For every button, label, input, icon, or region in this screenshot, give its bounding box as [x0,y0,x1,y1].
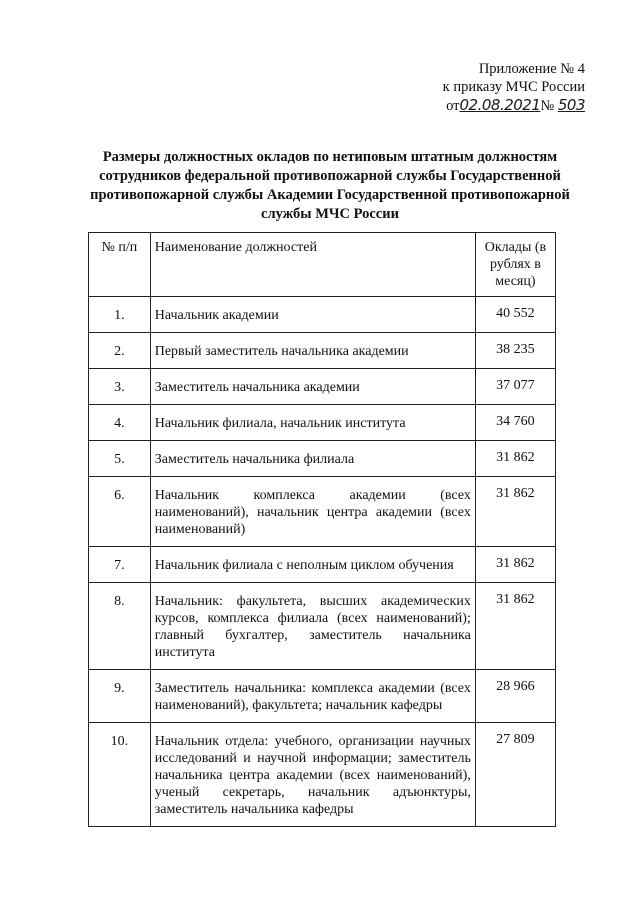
document-title: Размеры должностных окладов по нетиповым штатным должностям сотрудников федеральной противопожарной службы Государственной противопожарной службы Академии Государственной противопожарной службы МЧС России [90,149,570,222]
row-name: Заместитель начальника филиала [150,441,475,477]
table-header-row [89,233,556,297]
table-row [89,333,556,369]
from-prefix: от [446,98,460,114]
row-num: 3. [89,369,151,405]
table-row [89,477,556,547]
row-salary: 27 809 [475,723,555,827]
header-num: № п/п [89,233,151,297]
row-salary: 38 235 [475,333,555,369]
row-salary: 40 552 [475,297,555,333]
table-row [89,547,556,583]
row-name: Заместитель начальника академии [150,369,475,405]
row-num: 5. [89,441,151,477]
row-salary: 31 862 [475,477,555,547]
row-name: Первый заместитель начальника академии [150,333,475,369]
row-name: Начальник филиала, начальник института [150,405,475,441]
row-num: 7. [89,547,151,583]
row-salary: 37 077 [475,369,555,405]
order-date-number [443,96,585,115]
row-num: 10. [89,723,151,827]
row-num: 2. [89,333,151,369]
table-row [89,441,556,477]
order-number: 503 [557,96,585,114]
row-salary: 28 966 [475,670,555,723]
appendix-label: Приложение № 4 [478,61,585,77]
row-name: Начальник отдела: учебного, организации научных исследований и научной информации; заместитель начальника центра академии (всех наименований), ученый секретарь, начальник адъюнктуры, заместитель начальника кафедры [150,723,475,827]
number-prefix: № [540,98,555,114]
row-name: Начальник филиала с неполным циклом обучения [150,547,475,583]
row-name: Начальник комплекса академии (всех наименований), начальник центра академии (всех наименований) [150,477,475,547]
row-name: Заместитель начальника: комплекса академии (всех наименований), факультета; начальник кафедры [150,670,475,723]
header-name: Наименование должностей [150,233,475,297]
row-num: 9. [89,670,151,723]
header-salary: Оклады (в рублях в месяц) [475,233,555,297]
row-num: 8. [89,583,151,670]
row-name: Начальник академии [150,297,475,333]
row-num: 4. [89,405,151,441]
table-row [89,723,556,827]
row-num: 1. [89,297,151,333]
table-row [89,583,556,670]
table-row [89,670,556,723]
row-num: 6. [89,477,151,547]
table-row [89,297,556,333]
table-row [89,369,556,405]
row-salary: 31 862 [475,441,555,477]
table-row [89,405,556,441]
row-salary: 31 862 [475,547,555,583]
document-header [443,60,585,115]
row-salary: 34 760 [475,405,555,441]
order-date: 02.08.2021 [459,96,541,114]
salary-table [88,232,556,827]
row-name: Начальник: факультета, высших академических курсов, комплекса филиала (всех наименований); главный бухгалтер, заместитель начальника института [150,583,475,670]
row-salary: 31 862 [475,583,555,670]
order-reference: к приказу МЧС России [442,79,585,95]
